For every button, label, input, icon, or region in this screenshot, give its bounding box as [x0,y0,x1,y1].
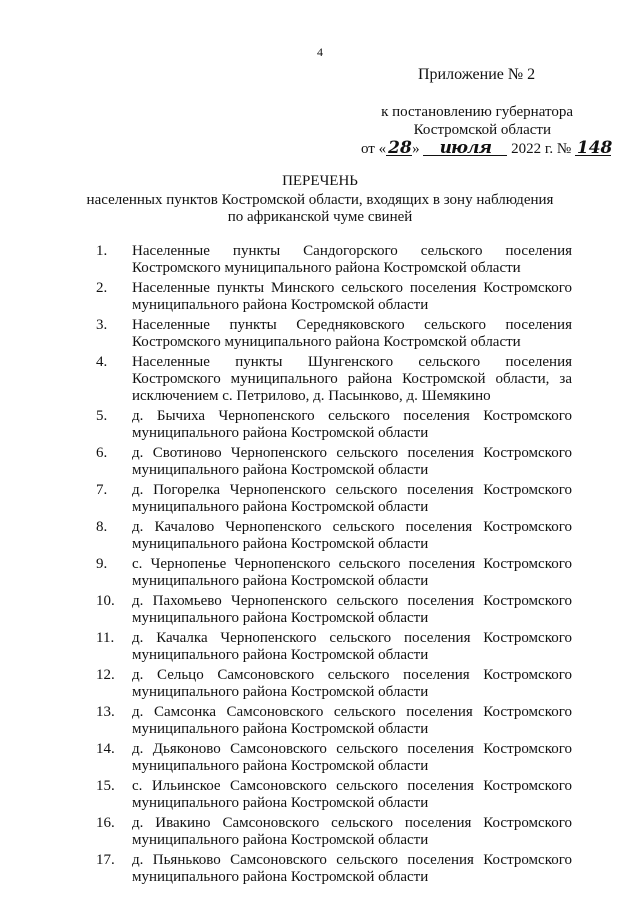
list-item-text [132,354,572,405]
list-item-line: муниципального района Костромской области [132,297,429,313]
list-item-line: муниципального района Костромской области [132,869,429,885]
list-item-number: 1. [96,243,108,259]
subtitle-line: по африканской чуме свиней [227,209,413,225]
list-item-line: муниципального района Костромской области [132,684,429,700]
list-item-line: Населенные пункты Шунгенского сельского поселения [132,354,572,370]
list-item-number: 5. [96,408,108,424]
list-item-number: 10. [96,593,115,609]
list-item [96,482,572,516]
list-item-text [132,778,572,812]
list-item-line: Костромского муниципального района Костромской области [132,334,521,350]
list-item [96,667,572,701]
list-item [96,630,572,664]
list-item-text [132,630,572,664]
list-item-line: муниципального района Костромской области [132,647,429,663]
list-item-text [132,593,572,627]
list-item-number: 6. [96,445,108,461]
list-item [96,317,572,351]
list-item-line: д. Качалово Чернопенского сельского поселения Костромского [132,519,572,535]
appendix-title: Приложение № 2 [418,66,536,83]
list-item-number: 7. [96,482,108,498]
list-item-text [132,280,572,314]
list-item-number: 4. [96,354,108,370]
list-item-text [132,317,572,351]
list-item [96,741,572,775]
list-item-line: с. Чернопенье Чернопенского сельского поселения Костромского [132,556,572,572]
list-item [96,280,572,314]
list-item [96,593,572,627]
list-item-line: муниципального района Костромской области [132,573,429,589]
list-item-line: Костромского муниципального района Костромской области, за [132,371,572,387]
list-item-line: д. Дьяконово Самсоновского сельского поселения Костромского [132,741,572,757]
list-item-line: д. Самсонка Самсоновского сельского поселения Костромского [132,704,572,720]
list-item-line: д. Бычиха Чернопенского сельского поселения Костромского [132,408,572,424]
list-item-number: 17. [96,852,115,868]
resolution-date-line [361,138,611,158]
handwritten-number: 148 [576,138,613,158]
list-item-line: д. Сельцо Самсоновского сельского поселения Костромского [132,667,572,683]
list-item-text [132,815,572,849]
list-item-line: Населенные пункты Минского сельского поселения Костромского [132,280,572,296]
document-subtitle [0,192,640,226]
list-item-number: 2. [96,280,108,296]
document-title: ПЕРЕЧЕНЬ [282,173,358,189]
list-item-line: муниципального района Костромской области [132,758,429,774]
list-item-line: с. Ильинское Самсоновского сельского поселения Костромского [132,778,572,794]
list-item [96,704,572,738]
list-item-text [132,243,572,277]
list-item-text [132,704,572,738]
list-item-line: муниципального района Костромской области [132,536,429,552]
list-item-number: 16. [96,815,115,831]
date-mid: » [412,141,420,157]
date-year: 2022 г. № [511,141,572,157]
page-number: 4 [317,45,323,59]
list-item-line: д. Пахомьево Чернопенского сельского поселения Костромского [132,593,572,609]
list-item-line: д. Свотиново Чернопенского сельского поселения Костромского [132,445,572,461]
list-item-text [132,519,572,553]
list-item-line: Населенные пункты Середняковского сельского поселения [132,317,572,333]
list-item [96,556,572,590]
list-item-text [132,445,572,479]
list-item [96,408,572,442]
list-item-line: Населенные пункты Сандогорского сельского поселения [132,243,572,259]
handwritten-day: 28 [388,138,412,158]
list-item-number: 11. [96,630,115,646]
list-item-number: 14. [96,741,115,757]
list-item-line: исключением с. Петрилово, д. Пасынково, д. Шемякино [132,388,491,404]
list-item-line: д. Качалка Чернопенского сельского поселения Костромского [132,630,572,646]
list-item [96,778,572,812]
settlement-list [96,243,572,889]
list-item-line: д. Пьяньково Самсоновского сельского поселения Костромского [132,852,572,868]
list-item-line: д. Погорелка Чернопенского сельского поселения Костромского [132,482,572,498]
list-item [96,519,572,553]
list-item-number: 13. [96,704,115,720]
list-item-line: муниципального района Костромской области [132,425,429,441]
list-item-line: муниципального района Костромской области [132,610,429,626]
list-item-line: Костромского муниципального района Костромской области [132,260,521,276]
list-item-number: 15. [96,778,115,794]
list-item [96,445,572,479]
list-item-text [132,667,572,701]
list-item-text [132,852,572,886]
subtitle-line: населенных пунктов Костромской области, входящих в зону наблюдения [86,192,554,208]
list-item-text [132,556,572,590]
list-item [96,815,572,849]
date-prefix: от « [361,141,387,157]
list-item-line: муниципального района Костромской области [132,499,429,515]
list-item-text [132,408,572,442]
list-item-text [132,482,572,516]
handwritten-month: июля [423,138,507,158]
resolution-reference: к постановлению губернатора [381,104,573,120]
list-item-number: 8. [96,519,108,535]
list-item-line: муниципального района Костромской области [132,462,429,478]
list-item-number: 3. [96,317,108,333]
list-item-text [132,741,572,775]
list-item [96,354,572,405]
list-item-line: муниципального района Костромской области [132,795,429,811]
list-item-number: 12. [96,667,115,683]
resolution-region: Костромской области [413,122,551,138]
list-item-line: муниципального района Костромской области [132,832,429,848]
list-item-line: муниципального района Костромской области [132,721,429,737]
list-item [96,852,572,886]
list-item-line: д. Ивакино Самсоновского сельского поселения Костромского [132,815,572,831]
list-item [96,243,572,277]
list-item-number: 9. [96,556,108,572]
